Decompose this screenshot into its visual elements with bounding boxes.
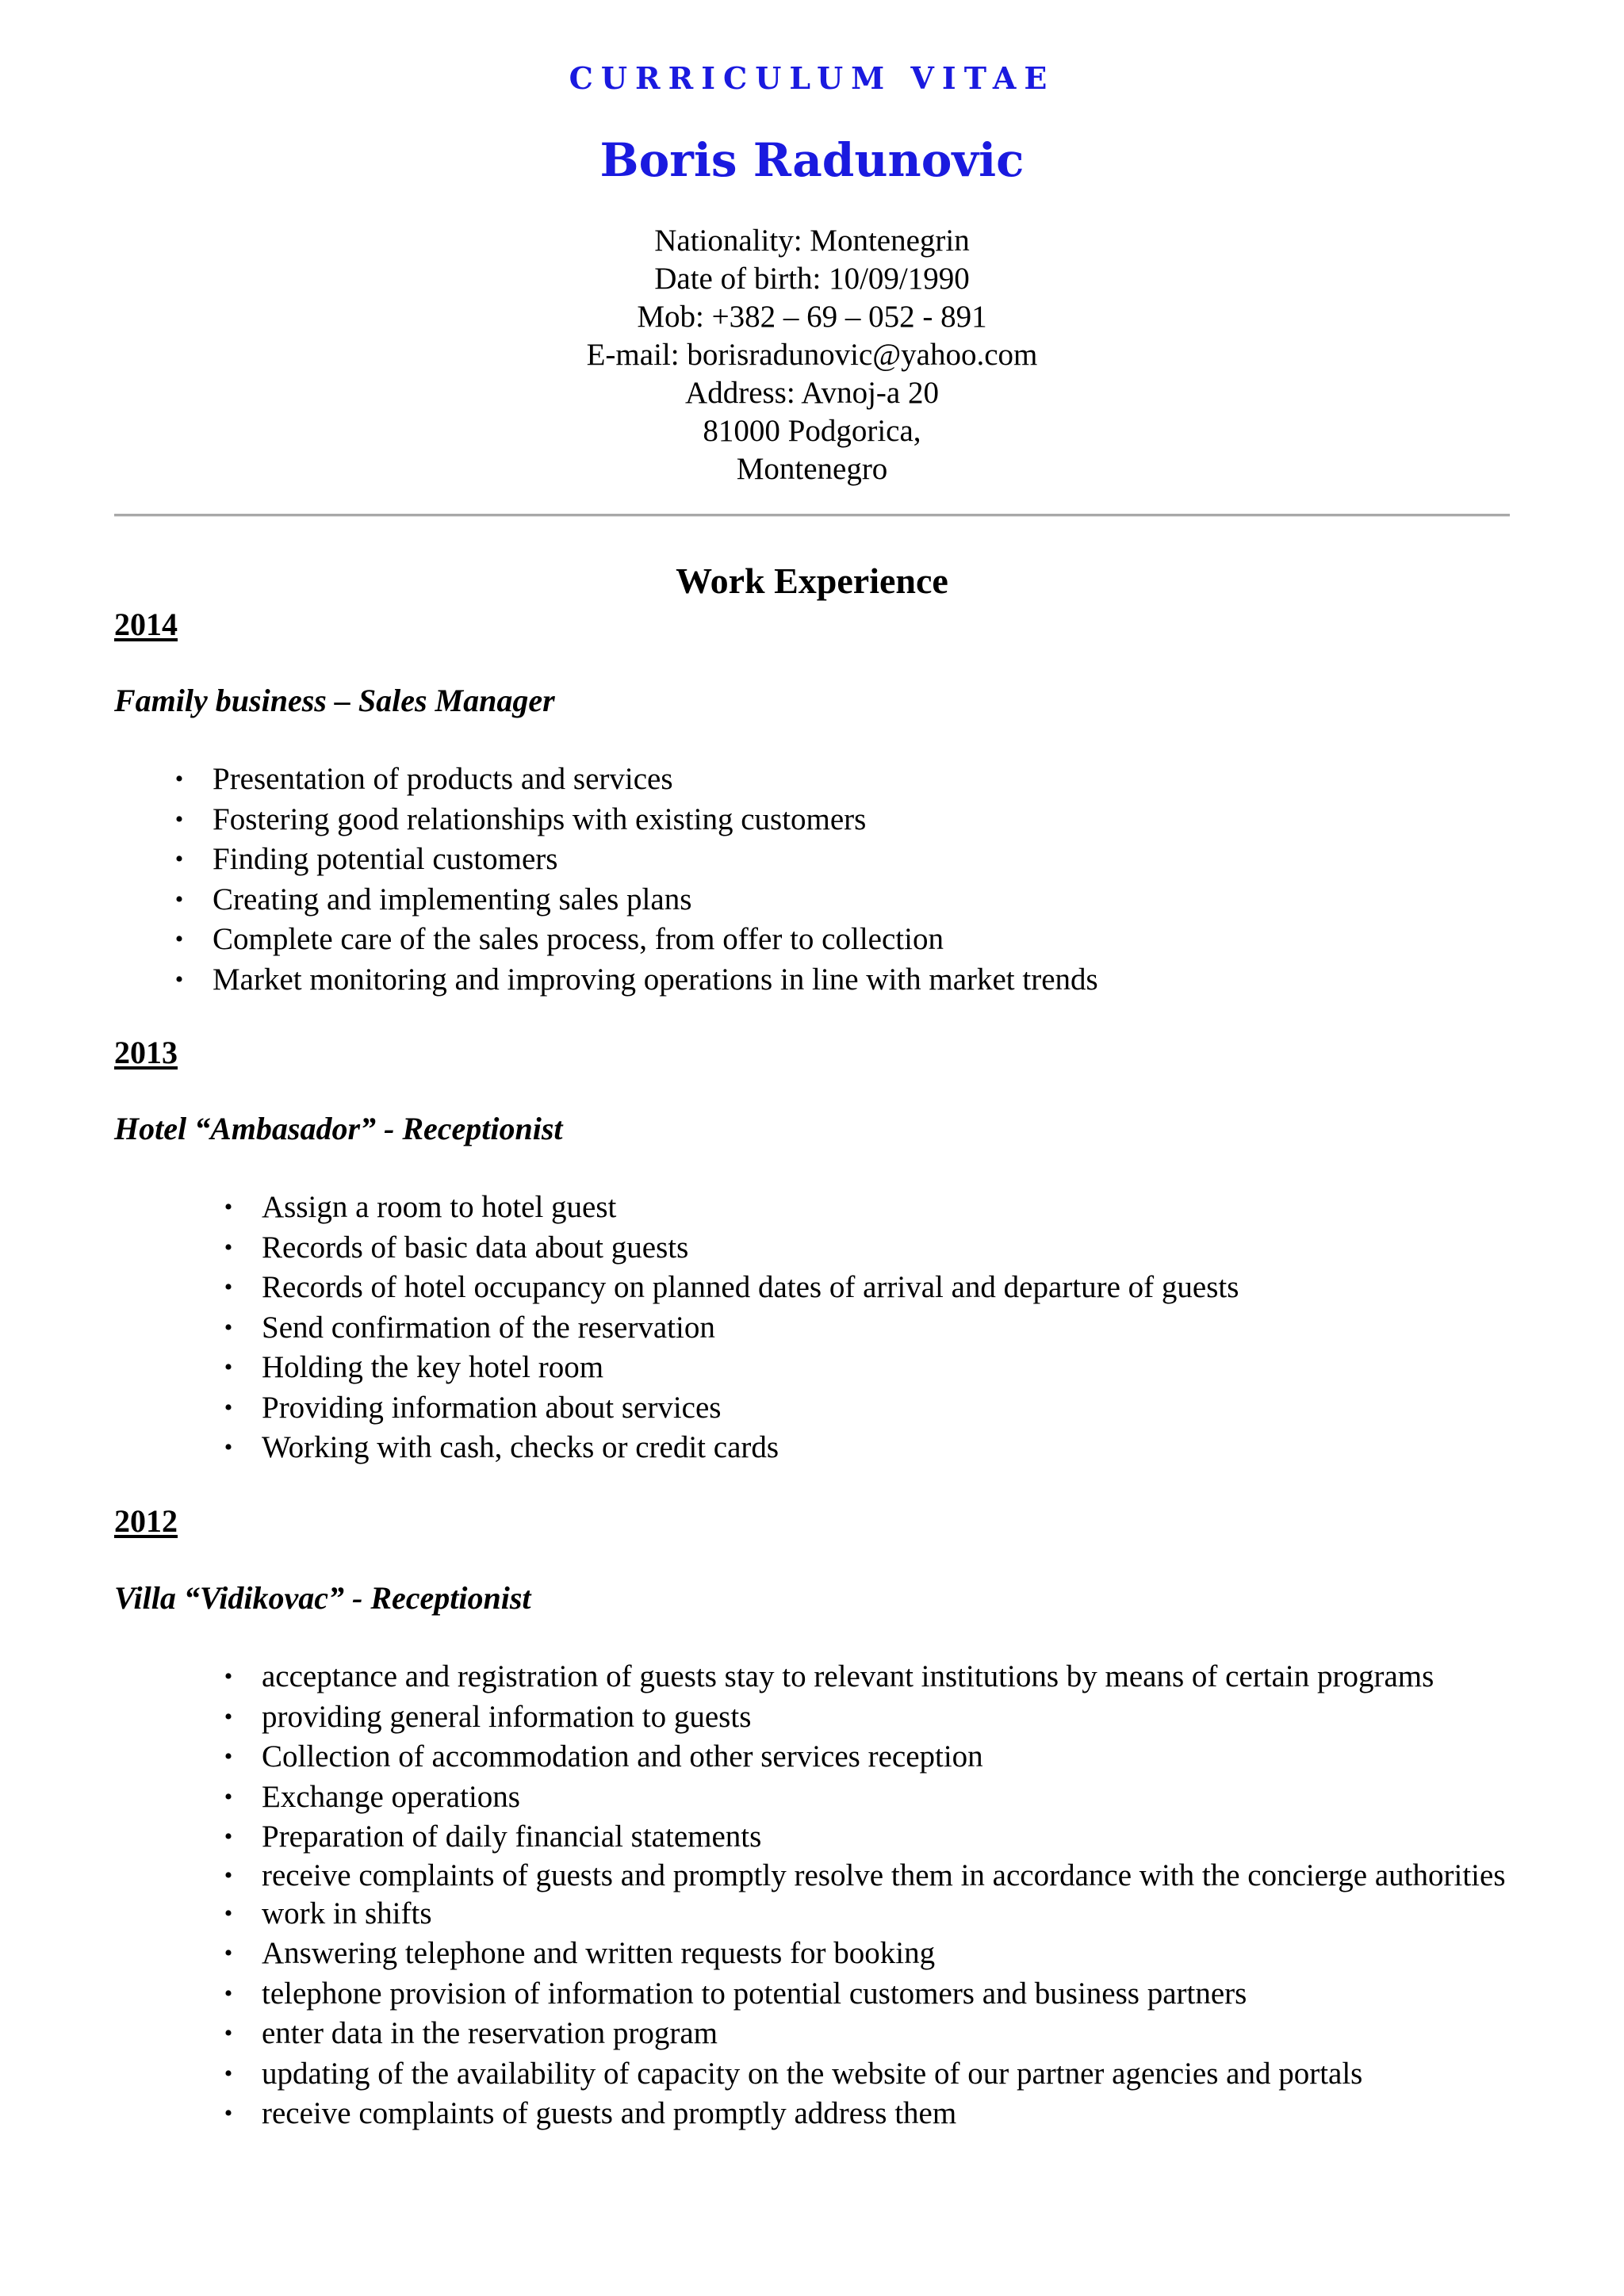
list-item: • Market monitoring and improving operations in line with market trends bbox=[163, 960, 1510, 1001]
document-title: CURRICULUM VITAE bbox=[569, 60, 1055, 96]
bullet-icon: • bbox=[224, 1703, 233, 1730]
job-role-2013: Hotel “Ambasador” - Receptionist bbox=[114, 1111, 563, 1146]
bullet-icon: • bbox=[224, 2020, 233, 2046]
bullet-icon: • bbox=[224, 1783, 233, 1810]
bullet-icon: • bbox=[224, 2100, 233, 2126]
list-item: • updating of the availability of capacity on the website of our partner agencies and portals bbox=[213, 2054, 1510, 2095]
bullet-icon: • bbox=[174, 886, 184, 913]
job-role-2014: Family business – Sales Manager bbox=[114, 683, 555, 718]
bullet-icon: • bbox=[174, 926, 184, 952]
bullet-icon: • bbox=[224, 1823, 233, 1850]
list-item: • Records of hotel occupancy on planned dates of arrival and departure of guests bbox=[213, 1268, 1510, 1308]
list-item: • Providing information about services bbox=[213, 1388, 1510, 1429]
candidate-name: Boris Radunovic bbox=[599, 133, 1025, 187]
list-item: • Holding the key hotel room bbox=[213, 1348, 1510, 1388]
bullet-icon: • bbox=[224, 2060, 233, 2087]
job-year-2012: 2012 bbox=[114, 1503, 178, 1539]
bullet-icon: • bbox=[224, 1314, 233, 1341]
list-item: • enter data in the reservation program bbox=[213, 2014, 1510, 2054]
date-of-birth-line: Date of birth: 10/09/1990 bbox=[654, 262, 970, 296]
bullet-icon: • bbox=[224, 1862, 233, 1888]
list-item: • Complete care of the sales process, from offer to collection bbox=[163, 920, 1510, 960]
bullet-icon: • bbox=[224, 1940, 233, 1966]
bullet-icon: • bbox=[174, 766, 184, 792]
horizontal-divider bbox=[114, 514, 1510, 517]
bullet-icon: • bbox=[224, 1743, 233, 1770]
list-item: • Collection of accommodation and other services reception bbox=[213, 1737, 1510, 1777]
duty-list-2014 bbox=[163, 760, 1510, 1000]
nationality-line: Nationality: Montenegrin bbox=[654, 224, 970, 258]
address-line: Address: Avnoj-a 20 bbox=[685, 376, 939, 410]
contact-block bbox=[0, 222, 1624, 488]
list-item: • telephone provision of information to potential customers and business partners bbox=[213, 1974, 1510, 2015]
bullet-icon: • bbox=[224, 1900, 233, 1927]
list-item: • work in shifts bbox=[213, 1894, 1510, 1934]
list-item: • Send confirmation of the reservation bbox=[213, 1308, 1510, 1349]
bullet-icon: • bbox=[224, 1394, 233, 1421]
job-year-2013: 2013 bbox=[114, 1035, 178, 1070]
list-item: • Records of basic data about guests bbox=[213, 1228, 1510, 1269]
mobile-line: Mob: +382 – 69 – 052 - 891 bbox=[637, 300, 987, 334]
bullet-icon: • bbox=[174, 806, 184, 832]
list-item: • Creating and implementing sales plans bbox=[163, 880, 1510, 920]
list-item: • providing general information to guests bbox=[213, 1697, 1510, 1738]
bullet-icon: • bbox=[224, 1274, 233, 1300]
country-line: Montenegro bbox=[736, 452, 888, 486]
section-title-work-experience: Work Experience bbox=[676, 561, 948, 601]
bullet-icon: • bbox=[224, 1434, 233, 1460]
job-role-2012: Villa “Vidikovac” - Receptionist bbox=[114, 1580, 531, 1616]
bullet-icon: • bbox=[224, 1234, 233, 1261]
list-item: • Exchange operations bbox=[213, 1777, 1510, 1818]
list-item: • receive complaints of guests and promptly resolve them in accordance with the concierge authorities bbox=[213, 1858, 1510, 1894]
list-item: • receive complaints of guests and promptly address them bbox=[213, 2094, 1510, 2134]
list-item: • Fostering good relationships with existing customers bbox=[163, 800, 1510, 840]
list-item: • Assign a room to hotel guest bbox=[213, 1188, 1510, 1228]
list-item: • acceptance and registration of guests stay to relevant institutions by means of certain programs bbox=[213, 1657, 1510, 1697]
list-item: • Finding potential customers bbox=[163, 840, 1510, 880]
list-item: • Working with cash, checks or credit cards bbox=[213, 1428, 1510, 1468]
bullet-icon: • bbox=[174, 846, 184, 872]
bullet-icon: • bbox=[224, 1354, 233, 1380]
job-year-2014: 2014 bbox=[114, 607, 178, 642]
duty-list-2012 bbox=[213, 1657, 1510, 2134]
list-item: • Answering telephone and written requests for booking bbox=[213, 1934, 1510, 1974]
bullet-icon: • bbox=[174, 966, 184, 993]
bullet-icon: • bbox=[224, 1194, 233, 1220]
city-line: 81000 Podgorica, bbox=[703, 414, 921, 448]
email-line: E-mail: borisradunovic@yahoo.com bbox=[586, 338, 1038, 372]
list-item: • Presentation of products and services bbox=[163, 760, 1510, 800]
bullet-icon: • bbox=[224, 1980, 233, 2007]
list-item: • Preparation of daily financial statements bbox=[213, 1817, 1510, 1858]
bullet-icon: • bbox=[224, 1663, 233, 1689]
duty-list-2013 bbox=[213, 1188, 1510, 1468]
